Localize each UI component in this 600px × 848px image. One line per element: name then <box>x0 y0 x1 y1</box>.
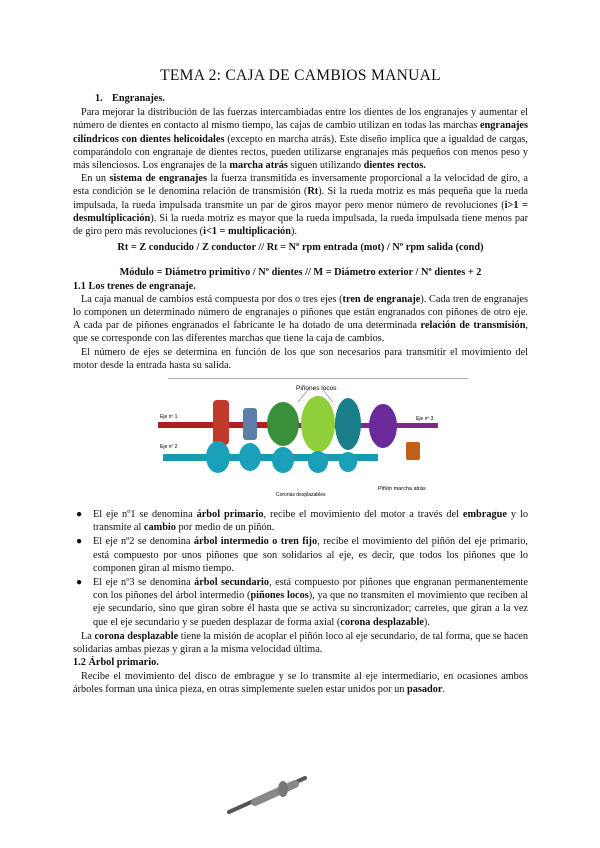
label-eje-1: Eje nº 1 <box>160 414 178 421</box>
paragraph-tren-engranaje: La caja manual de cambios está compuesta por dos o tres ejes (tren de engranaje). Cada tren de engranajes lo componen un determinado número de engranajes o piñones que están engranados con piñones de otro eje. A cada par de piñones engranados el fabricante le ha dotado de una determinada relación de transmisión, que se corresponde con las diferentes marchas que tiene la caja de cambios. <box>73 293 529 345</box>
fixed-gear-2 <box>239 443 261 471</box>
loose-gear-1 <box>267 402 299 446</box>
bullet-icon: ● <box>76 536 83 548</box>
sync-gear-1 <box>243 408 257 440</box>
paragraph-relacion-transmision: En un sistema de engranajes la fuerza transmitida es inversamente proporcional a la velocidad de giro, a esta condición se le denomina relación de transmisión (Rt). Si la rueda motriz es más pequeña que la rueda impulsada, la rueda impulsada transmite un par de giros mayor pero menor número de revoluciones (i>1 = desmultiplicación). Si la rueda motriz es mayor que la rueda impulsada, la rueda impulsada tiene menos par de giro pero más revoluciones (i<1 = multiplicación). <box>73 173 528 238</box>
gearbox-figure <box>73 378 528 500</box>
fixed-gear-4 <box>308 451 328 473</box>
shaft-splines <box>255 784 295 802</box>
label-pinon-marcha-atras: Piñón marcha atrás <box>378 486 426 493</box>
paragraph-numero-ejes: El número de ejes se determina en función de los que son necesarios para transmitir el movimiento del motor desde la entrada hasta su salida. <box>73 346 528 371</box>
section-title: Engranajes. <box>112 93 165 104</box>
label-eje-3: Eje nº 3 <box>416 416 434 423</box>
fixed-gear-1 <box>206 441 230 473</box>
subsection-heading-trenes: 1.1 Los trenes de engranaje. <box>73 280 196 292</box>
page-title: TEMA 2: CAJA DE CAMBIOS MANUAL <box>160 67 441 84</box>
primary-gear <box>213 400 229 445</box>
list-item: ● El eje nº2 se denomina árbol intermedio o tren fijo, recibe el movimiento del piñón del eje primario, está compuesto por unos piñones que son solidarios al eje, es decir, que todos los piñones que lo componen giran al mismo tiempo. <box>76 536 528 574</box>
section-heading-engranajes <box>95 92 528 105</box>
reverse-idler-gear <box>406 442 420 460</box>
shaft-gear <box>278 781 288 797</box>
bullet-icon: ● <box>76 577 83 589</box>
formula-rt: Rt = Z conducido / Z conductor // Rt = Nº rpm entrada (mot) / Nº rpm salida (cond) <box>117 242 484 254</box>
loose-gear-3 <box>335 398 361 450</box>
subsection-heading-arbol-primario: 1.2 Árbol primario. <box>73 657 159 669</box>
shaft-list <box>73 508 528 629</box>
formula-modulo: Módulo = Diámetro primitivo / Nº dientes // M = Diámetro exterior / Nº dientes + 2 <box>119 267 482 279</box>
list-item: ● El eje nº3 se denomina árbol secundario, está compuesto por piñones que engranan permanentemente con los piñones del árbol intermedio (piñones locos), ya que no transmiten el movimiento que reciben al eje secundario, sino que giran sobre él hasta que se activa su sincronizador; carretes, que giran a la vez que el eje secundario y se pueden desplazar de forma axial (corona desplazable). <box>76 577 528 628</box>
fixed-gear-5 <box>339 452 357 472</box>
section-number: 1. <box>95 93 103 104</box>
fixed-gear-3 <box>272 447 294 473</box>
primary-shaft-photo <box>225 772 310 817</box>
label-pinones-locos: Piñones locos <box>296 385 337 393</box>
gearbox-illustration <box>158 382 448 500</box>
paragraph-corona-desplazable: La corona desplazable tiene la misión de acoplar el piñón loco al eje secundario, de tal forma, que se hacen solidarias ambas piezas y giran a la misma velocidad última. <box>73 630 528 656</box>
paragraph-arbol-primario: Recibe el movimiento del disco de embrague y se lo transmite al eje intermediario, en ocasiones ambos árboles forman una única pieza, en otras simplemente suelen estar unidos por un pasador. <box>73 670 528 695</box>
label-coronas: Coronas desplazables <box>276 492 326 499</box>
list-item: ● El eje nº1 se denomina árbol primario, recibe el movimiento del motor a través del embrague y lo transmite al cambio por medio de un piñón. <box>76 509 528 534</box>
document-page <box>73 66 528 696</box>
loose-gear-4 <box>369 404 397 448</box>
label-eje-2: Eje nº 2 <box>160 444 178 451</box>
bullet-icon: ● <box>76 509 83 521</box>
paragraph-helicoidales: Para mejorar la distribución de las fuerzas intercambiadas entre los dientes de los engranajes y aumentar el número de dientes en contacto al mismo tiempo, las cajas de cambio utilizan en todas las marchas engranajes cilíndricos con dientes helicoidales (excepto en marcha atrás). Este diseño implica que a igualdad de cargas, comparándolo con engranaje de dientes rectos, pueden utilizarse engranajes más pequeños con menos peso y más silenciosos. Los engranajes de la marcha atrás siguen utilizando dientes rectos. <box>73 107 528 172</box>
figure-top-rule <box>168 378 468 379</box>
loose-gear-2 <box>301 396 335 452</box>
